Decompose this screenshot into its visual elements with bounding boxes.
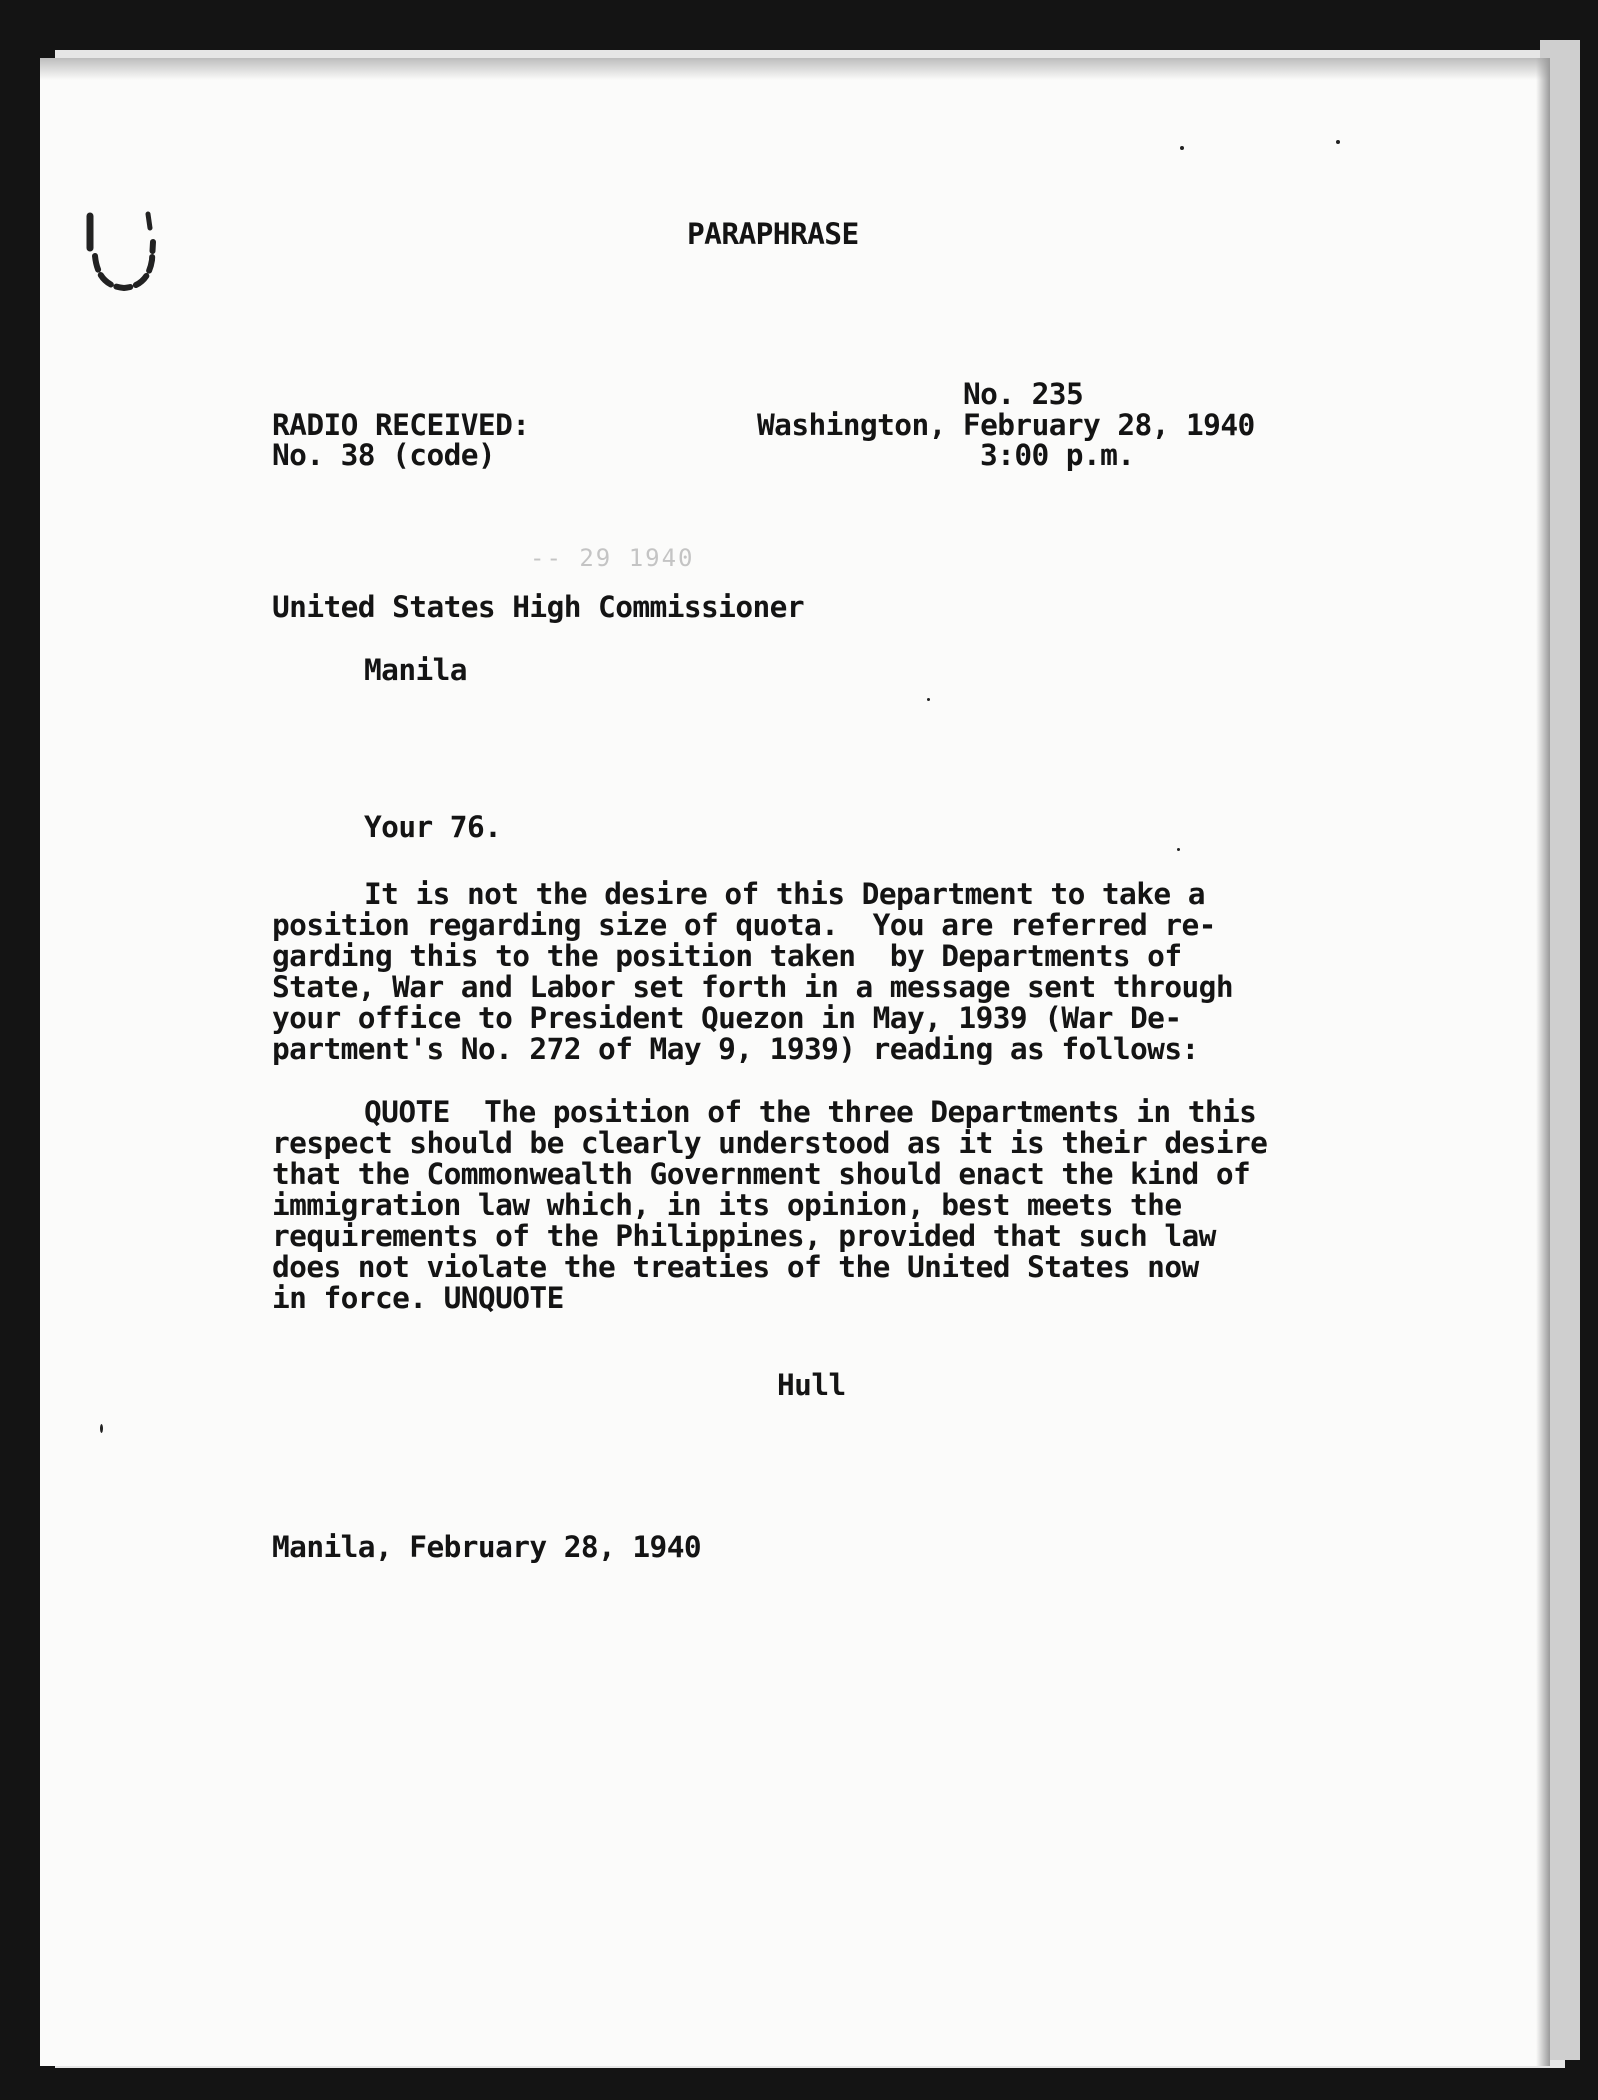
paragraph-line: garding this to the position taken by Departments of xyxy=(272,939,1182,973)
paragraph-line: in force. UNQUOTE xyxy=(272,1281,564,1315)
paragraph-line: position regarding size of quota. You are referred re- xyxy=(272,908,1216,942)
addressee-city: Manila xyxy=(364,653,467,687)
paragraph-line: respect should be clearly understood as it is their desire xyxy=(272,1126,1268,1160)
addressee-title: United States High Commissioner xyxy=(272,590,804,624)
scan-speck xyxy=(927,698,930,701)
paragraph-line: that the Commonwealth Government should enact the kind of xyxy=(272,1157,1251,1191)
paragraph-line: your office to President Quezon in May, 1939 (War De- xyxy=(272,1001,1182,1035)
scan-speck xyxy=(1180,146,1184,150)
dispatch-number: No. 235 xyxy=(963,377,1084,411)
paragraph-line: immigration law which, in its opinion, best meets the xyxy=(272,1188,1182,1222)
paragraph-line: QUOTE The position of the three Departments in this xyxy=(364,1095,1257,1129)
radio-number: No. 38 (code) xyxy=(272,438,496,472)
footer-place-date: Manila, February 28, 1940 xyxy=(272,1530,702,1564)
signature: Hull xyxy=(777,1368,846,1402)
scan-speck xyxy=(100,1424,103,1433)
radio-received-label: RADIO RECEIVED: xyxy=(272,408,530,442)
dispatch-time: 3:00 p.m. xyxy=(980,438,1135,472)
scan-speck xyxy=(1177,848,1180,851)
scan-speck xyxy=(1336,140,1340,144)
paragraph-line: partment's No. 272 of May 9, 1939) reading as follows: xyxy=(272,1032,1199,1066)
document-heading: PARAPHRASE xyxy=(687,217,859,251)
received-stamp: -- 29 1940 xyxy=(530,544,695,572)
handwritten-mark-icon xyxy=(60,144,180,354)
page-top-shadow xyxy=(40,58,1550,80)
dispatch-place-date: Washington, February 28, 1940 xyxy=(757,408,1255,442)
reference-line: Your 76. xyxy=(364,810,502,844)
document-page xyxy=(40,58,1550,2066)
paragraph-line: does not violate the treaties of the United States now xyxy=(272,1250,1199,1284)
page-right-edge xyxy=(1536,58,1550,2066)
paragraph-line: It is not the desire of this Department to take a xyxy=(364,877,1205,911)
paragraph-line: requirements of the Philippines, provided that such law xyxy=(272,1219,1216,1253)
paragraph-line: State, War and Labor set forth in a message sent through xyxy=(272,970,1233,1004)
